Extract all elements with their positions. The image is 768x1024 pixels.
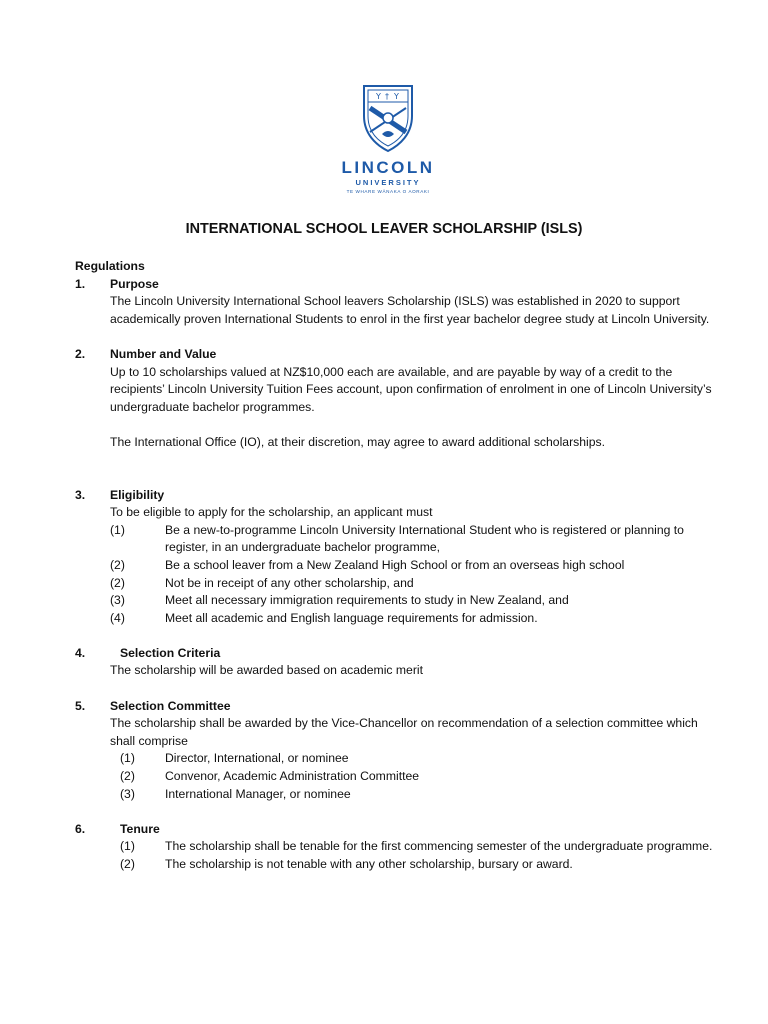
list-item bbox=[75, 750, 715, 768]
section-selection-committee bbox=[75, 698, 715, 716]
logo-motto: TE WHARE WĀNAKA O AORAKI bbox=[346, 189, 430, 194]
list-item-number: (2) bbox=[120, 857, 135, 871]
list-item bbox=[75, 575, 715, 593]
section-selection-criteria bbox=[75, 645, 715, 663]
list-item-number: (1) bbox=[110, 522, 125, 537]
list-item-number: (2) bbox=[120, 769, 135, 784]
regulations-label: Regulations bbox=[75, 259, 145, 273]
list-item-text: Director, International, or nominee bbox=[165, 751, 349, 766]
list-item-text: Convenor, Academic Administration Committee bbox=[165, 769, 420, 784]
crest-icon bbox=[356, 82, 420, 154]
section-number: 3. bbox=[75, 487, 86, 502]
section-number-and-value bbox=[75, 346, 715, 364]
list-item bbox=[75, 610, 715, 628]
section-purpose bbox=[75, 276, 715, 294]
svg-text:Y: Y bbox=[394, 92, 399, 101]
list-item bbox=[75, 838, 715, 856]
section-number: 2. bbox=[75, 346, 86, 361]
logo-subtitle: UNIVERSITY bbox=[355, 178, 421, 187]
list-item-number: (3) bbox=[120, 786, 135, 801]
list-item-text: The scholarship shall be tenable for the first commencing semester of the undergraduate programme. bbox=[165, 839, 713, 854]
document-title: INTERNATIONAL SCHOOL LEAVER SCHOLARSHIP (ISLS) bbox=[185, 221, 583, 237]
logo-name: LINCOLN bbox=[341, 158, 435, 177]
section-number: 4. bbox=[75, 645, 86, 660]
list-item-number: (2) bbox=[110, 575, 125, 590]
list-item-text: Not be in receipt of any other scholarship, and bbox=[165, 575, 414, 590]
section-text: The scholarship will be awarded based on academic merit bbox=[110, 663, 423, 678]
section-heading: Purpose bbox=[110, 276, 159, 291]
list-item-text: The scholarship is not tenable with any other scholarship, bursary or award. bbox=[165, 857, 573, 871]
svg-text:†: † bbox=[385, 92, 389, 101]
section-tenure bbox=[75, 821, 715, 839]
regulations-content bbox=[75, 258, 715, 874]
section-heading: Tenure bbox=[120, 821, 160, 836]
list-item-number: (2) bbox=[110, 557, 125, 572]
section-heading: Selection Criteria bbox=[120, 645, 221, 660]
section-heading: Eligibility bbox=[110, 487, 165, 502]
list-item bbox=[75, 592, 715, 610]
list-item-text: International Manager, or nominee bbox=[165, 786, 351, 801]
section-number: 6. bbox=[75, 821, 86, 836]
section-text: To be eligible to apply for the scholarship, an applicant must bbox=[110, 505, 433, 520]
section-heading: Selection Committee bbox=[110, 698, 231, 713]
list-item bbox=[75, 768, 715, 786]
list-item-number: (3) bbox=[110, 593, 125, 608]
section-text: Up to 10 scholarships valued at NZ$10,000 each are available, and are payable by way of a credit to the recipients’ Lincoln University Tuition Fees account, upon confirmation of enrolment in one of Lincoln University’s undergraduate bachelor programmes. bbox=[110, 364, 712, 414]
list-item-text: Be a school leaver from a New Zealand High School or from an overseas high school bbox=[165, 557, 625, 572]
list-item-number: (4) bbox=[110, 610, 125, 625]
section-number: 1. bbox=[75, 276, 86, 291]
list-item bbox=[75, 786, 715, 804]
list-item-text: Be a new-to-programme Lincoln University International Student who is registered or planning to register, in an undergraduate bachelor programme, bbox=[165, 522, 684, 555]
list-item-number: (1) bbox=[120, 751, 135, 766]
section-text: The Lincoln University International School leavers Scholarship (ISLS) was established in 2020 to support academically proven International Students to enrol in the first year bachelor degree study at Lincoln University. bbox=[110, 294, 710, 326]
section-heading: Number and Value bbox=[110, 346, 217, 361]
university-logo bbox=[333, 82, 443, 208]
list-item-number: (1) bbox=[120, 839, 135, 854]
section-number: 5. bbox=[75, 698, 86, 713]
section-text: The International Office (IO), at their discretion, may agree to award additional scholarships. bbox=[110, 434, 605, 449]
list-item-text: Meet all academic and English language requirements for admission. bbox=[165, 610, 538, 625]
svg-text:Y: Y bbox=[376, 92, 381, 101]
list-item bbox=[75, 856, 715, 874]
section-eligibility bbox=[75, 487, 715, 505]
list-item-text: Meet all necessary immigration requirements to study in New Zealand, and bbox=[165, 593, 569, 608]
list-item bbox=[75, 557, 715, 575]
list-item bbox=[75, 522, 715, 557]
section-text: The scholarship shall be awarded by the Vice-Chancellor on recommendation of a selection committee which shall comprise bbox=[110, 716, 698, 748]
